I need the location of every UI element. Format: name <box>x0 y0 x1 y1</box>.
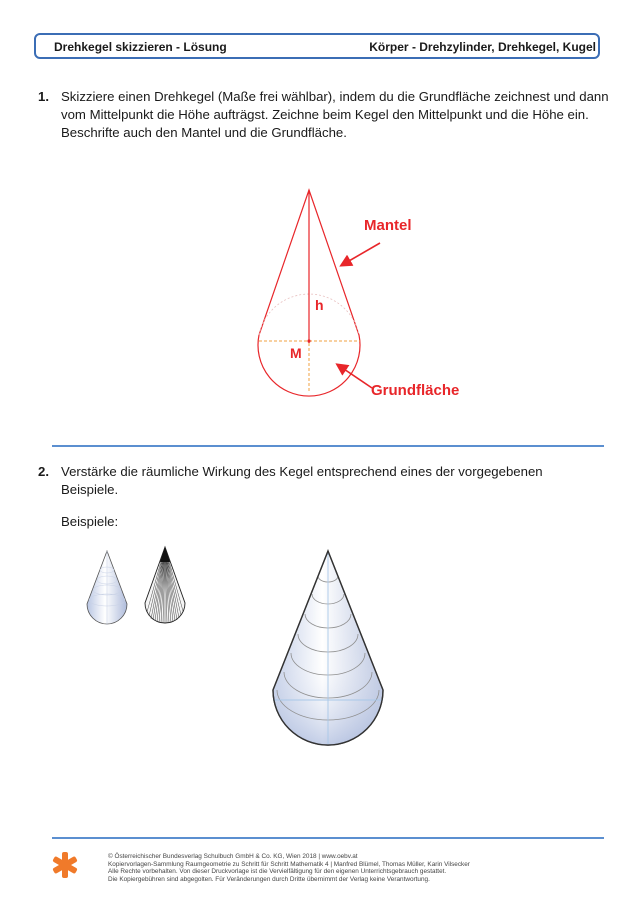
task-1-line: vom Mittelpunkt die Höhe aufträgst. Zeichne beim Kegel den Mittelpunkt und die Höhe ein. <box>61 107 589 122</box>
task-1-line: Skizziere einen Drehkegel (Maße frei wählbar), indem du die Grundfläche zeichnest und dann <box>61 89 609 104</box>
task-2-line: Verstärke die räumliche Wirkung des Kegel entsprechend eines der vorgegebenen <box>61 464 543 479</box>
task-2-text <box>61 463 601 499</box>
worksheet-title: Drehkegel skizzieren - Lösung <box>54 40 227 54</box>
label-mantel: Mantel <box>364 217 412 234</box>
section-divider <box>52 445 604 447</box>
cone-drawing <box>258 190 380 396</box>
mantel-arrow <box>342 243 380 265</box>
example-cone-hatched <box>145 547 185 623</box>
publisher-logo-icon <box>52 850 78 880</box>
task-2-line: Beispiele. <box>61 482 119 497</box>
task-2-number: 2. <box>38 464 49 479</box>
footer-divider <box>52 837 604 839</box>
topic-title: Körper - Drehzylinder, Drehkegel, Kugel <box>369 40 596 54</box>
footer-line: © Österreichischer Bundesverlag Schulbuch GmbH & Co. KG, Wien 2018 | www.oebv.at <box>108 853 358 860</box>
footer-text <box>108 853 470 883</box>
footer-line: Die Kopiergebühren sind abgegolten. Für Veränderungen durch Dritte übernimmt der Verlag keine Verantwortung. <box>108 875 430 883</box>
footer-line: Kopiervorlagen-Sammlung Raumgeometrie zu Schritt für Schritt Mathematik 4 | Manfred Blümel, Thomas Müller, Karin Vilsecker <box>108 860 470 868</box>
footer-line: Alle Rechte vorbehalten. Von dieser Druckvorlage ist die Vervielfältigung für den eigenen Unterrichtsgebrauch gestattet. <box>108 868 447 876</box>
large-shaded-cone <box>273 551 383 745</box>
examples-label: Beispiele: <box>61 514 119 529</box>
label-center: M <box>290 345 302 361</box>
task-1-line: Beschrifte auch den Mantel und die Grundfläche. <box>61 125 347 140</box>
center-point <box>307 339 310 342</box>
label-grundflaeche: Grundfläche <box>371 382 460 399</box>
task-1-number: 1. <box>38 89 49 104</box>
label-height: h <box>315 297 324 313</box>
example-cone-shaded <box>87 551 127 625</box>
